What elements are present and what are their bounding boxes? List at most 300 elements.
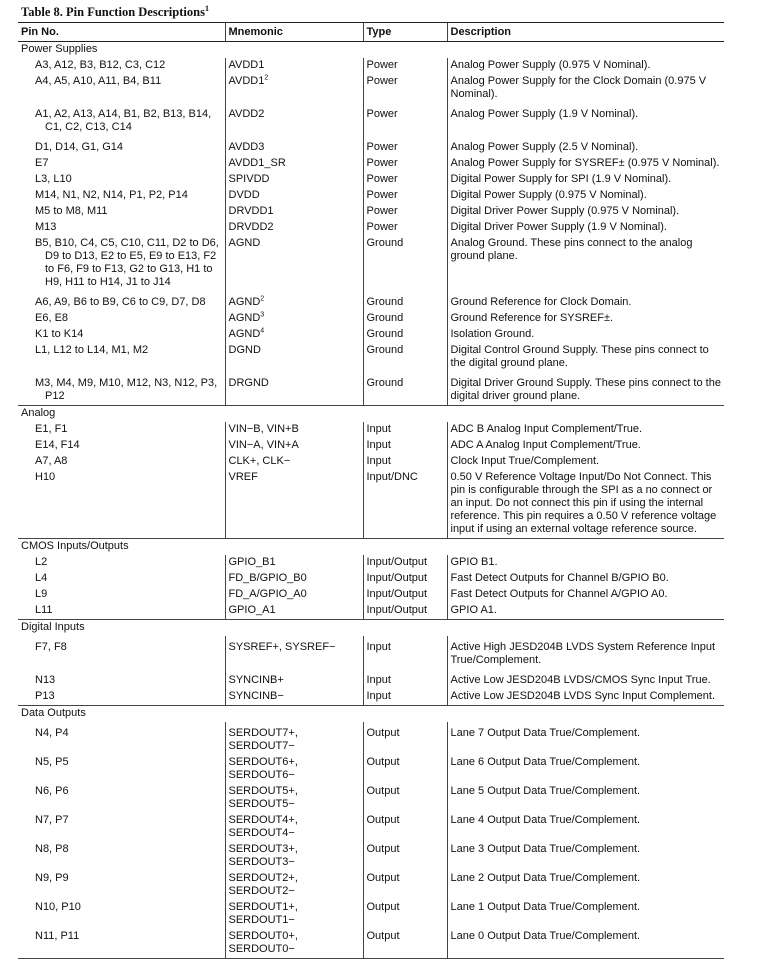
mnemonic-cell	[225, 291, 363, 311]
mnemonic-footnote-marker: 4	[260, 327, 265, 335]
pin-number-cell-text: N8, P8	[35, 843, 69, 855]
type-cell-text: Power	[366, 141, 398, 153]
description-cell-text: Digital Power Supply for SPI (1.9 V Nominal).	[450, 173, 672, 185]
type-cell	[363, 103, 447, 136]
mnemonic-cell	[225, 204, 363, 220]
description-cell-text: GPIO A1.	[450, 604, 497, 616]
mnemonic-cell	[225, 587, 363, 603]
description-cell-text: Lane 3 Output Data True/Complement.	[450, 843, 641, 855]
description-cell-text: Clock Input True/Complement.	[450, 455, 600, 467]
type-cell-text: Ground	[366, 377, 404, 389]
mnemonic-cell	[225, 372, 363, 406]
mnemonic-cell	[225, 470, 363, 539]
mnemonic-cell-text: SERDOUT5+, SERDOUT5−	[228, 785, 298, 810]
mnemonic-cell-text: FD_A/GPIO_A0	[228, 588, 307, 600]
description-cell	[447, 103, 724, 136]
mnemonic-cell-text: AGND	[228, 237, 261, 249]
table-row	[18, 555, 724, 571]
group-row-power	[18, 42, 724, 59]
table-row	[18, 422, 724, 438]
caption-footnote-marker: 1	[204, 3, 209, 13]
description-cell	[447, 722, 724, 755]
table-row	[18, 722, 724, 755]
pin-number-cell	[18, 103, 225, 136]
description-cell-text: Analog Power Supply (0.975 V Nominal).	[450, 59, 651, 71]
description-cell	[447, 172, 724, 188]
description-cell-text: Active Low JESD204B LVDS Sync Input Complement.	[450, 690, 716, 702]
mnemonic-cell	[225, 636, 363, 669]
mnemonic-cell	[225, 689, 363, 706]
table-row	[18, 343, 724, 372]
pin-number-cell-text: H10	[35, 471, 56, 483]
description-cell	[447, 236, 724, 291]
type-cell	[363, 871, 447, 900]
description-cell-text: ADC B Analog Input Complement/True.	[450, 423, 643, 435]
mnemonic-cell-text: DRVDD1	[228, 205, 274, 217]
mnemonic-cell	[225, 220, 363, 236]
mnemonic-cell-text: SERDOUT1+, SERDOUT1−	[228, 901, 298, 926]
description-cell	[447, 813, 724, 842]
mnemonic-cell-text: AVDD3	[228, 141, 265, 153]
type-cell-text: Input	[366, 423, 391, 435]
pin-number-cell-text: A6, A9, B6 to B9, C6 to C9, D7, D8	[35, 296, 206, 308]
description-cell	[447, 900, 724, 929]
group-label-analog: Analog	[21, 407, 56, 419]
table-row	[18, 470, 724, 539]
type-cell-text: Output	[366, 843, 400, 855]
pin-number-cell	[18, 669, 225, 689]
description-cell	[447, 470, 724, 539]
description-cell	[447, 587, 724, 603]
pin-number-cell	[18, 343, 225, 372]
pin-number-cell-text: N11, P11	[35, 930, 80, 942]
pin-number-cell	[18, 58, 225, 74]
pin-number-cell-text: E1, F1	[35, 423, 68, 435]
description-cell	[447, 74, 724, 103]
group-label-cmos: CMOS Inputs/Outputs	[21, 540, 129, 552]
type-cell-text: Ground	[366, 328, 404, 340]
description-cell	[447, 343, 724, 372]
pin-number-cell	[18, 900, 225, 929]
mnemonic-cell-text: SERDOUT3+, SERDOUT3−	[228, 843, 298, 868]
type-cell	[363, 188, 447, 204]
pin-number-cell-text: N9, P9	[35, 872, 69, 884]
type-cell	[363, 136, 447, 156]
description-cell-text: Fast Detect Outputs for Channel B/GPIO B0.	[450, 572, 669, 584]
mnemonic-cell-text: SPIVDD	[228, 173, 270, 185]
table-row	[18, 291, 724, 311]
group-row-data	[18, 706, 724, 723]
pin-number-cell	[18, 220, 225, 236]
mnemonic-cell-text: AVDD1_SR	[228, 157, 286, 169]
mnemonic-cell	[225, 343, 363, 372]
mnemonic-cell-text: SYNCINB+	[228, 674, 284, 686]
description-cell-text: ADC A Analog Input Complement/True.	[450, 439, 641, 451]
description-cell-text: Lane 7 Output Data True/Complement.	[450, 727, 641, 739]
mnemonic-cell	[225, 438, 363, 454]
pin-number-cell-text: P13	[35, 690, 55, 702]
pin-number-cell	[18, 438, 225, 454]
description-cell-text: Fast Detect Outputs for Channel A/GPIO A0.	[450, 588, 668, 600]
mnemonic-cell-text: DRVDD2	[228, 221, 274, 233]
description-cell	[447, 422, 724, 438]
table-row	[18, 438, 724, 454]
description-cell-text: Analog Power Supply for the Clock Domain (0.975 V Nominal).	[450, 75, 707, 100]
table-row	[18, 929, 724, 959]
table-row	[18, 900, 724, 929]
pin-number-cell-text: N10, P10	[35, 901, 81, 913]
description-cell-text: Ground Reference for SYSREF±.	[450, 312, 614, 324]
description-cell-text: Isolation Ground.	[450, 328, 535, 340]
description-cell-text: Analog Power Supply (1.9 V Nominal).	[450, 108, 639, 120]
type-cell-text: Ground	[366, 312, 404, 324]
pin-number-cell-text: L3, L10	[35, 173, 72, 185]
type-cell	[363, 929, 447, 959]
pin-number-cell-text: F7, F8	[35, 641, 67, 653]
mnemonic-cell	[225, 58, 363, 74]
description-cell	[447, 438, 724, 454]
table-row	[18, 871, 724, 900]
type-cell	[363, 172, 447, 188]
type-cell	[363, 813, 447, 842]
type-cell	[363, 58, 447, 74]
mnemonic-cell	[225, 755, 363, 784]
description-cell	[447, 327, 724, 343]
type-cell-text: Input	[366, 641, 391, 653]
table-caption	[21, 5, 209, 20]
pin-number-cell	[18, 172, 225, 188]
group-row-analog	[18, 406, 724, 423]
description-cell	[447, 188, 724, 204]
group-label-power: Power Supplies	[21, 43, 98, 55]
mnemonic-cell-text: SYNCINB−	[228, 690, 284, 702]
description-cell-text: Active Low JESD204B LVDS/CMOS Sync Input True.	[450, 674, 711, 686]
mnemonic-cell	[225, 900, 363, 929]
table-row	[18, 236, 724, 291]
type-cell-text: Input/DNC	[366, 471, 418, 483]
mnemonic-cell-text: SERDOUT6+, SERDOUT6−	[228, 756, 298, 781]
pin-number-cell	[18, 636, 225, 669]
type-cell-text: Input	[366, 674, 391, 686]
type-cell	[363, 454, 447, 470]
mnemonic-cell	[225, 156, 363, 172]
mnemonic-cell-text: VIN−B, VIN+B	[228, 423, 299, 435]
type-cell	[363, 555, 447, 571]
type-cell	[363, 755, 447, 784]
description-cell-text: Active High JESD204B LVDS System Reference Input True/Complement.	[450, 641, 716, 666]
pin-number-cell	[18, 454, 225, 470]
pin-number-cell-text: A3, A12, B3, B12, C3, C12	[35, 59, 166, 71]
type-cell	[363, 422, 447, 438]
description-cell	[447, 311, 724, 327]
table-row	[18, 327, 724, 343]
pin-number-cell	[18, 587, 225, 603]
description-cell	[447, 454, 724, 470]
mnemonic-cell	[225, 871, 363, 900]
mnemonic-cell	[225, 813, 363, 842]
type-cell-text: Output	[366, 901, 400, 913]
mnemonic-cell-text: AGND	[228, 296, 261, 308]
mnemonic-cell-text: SERDOUT4+, SERDOUT4−	[228, 814, 298, 839]
mnemonic-cell-text: DRGND	[228, 377, 269, 389]
type-cell	[363, 236, 447, 291]
type-cell	[363, 603, 447, 620]
mnemonic-cell	[225, 929, 363, 959]
header-pin-no: Pin No.	[18, 23, 225, 42]
pin-number-cell-text: N13	[35, 674, 56, 686]
description-cell-text: Analog Power Supply for SYSREF± (0.975 V Nominal).	[450, 157, 720, 169]
description-cell-text: Lane 6 Output Data True/Complement.	[450, 756, 641, 768]
table-row	[18, 842, 724, 871]
pin-number-cell-text: N5, P5	[35, 756, 69, 768]
description-cell	[447, 291, 724, 311]
pin-number-cell-text: M5 to M8, M11	[35, 205, 108, 217]
pin-number-cell	[18, 571, 225, 587]
pin-number-cell-text: M13	[35, 221, 57, 233]
type-cell-text: Output	[366, 756, 400, 768]
pin-number-cell-text: E7	[35, 157, 49, 169]
pin-number-cell	[18, 136, 225, 156]
pin-number-cell-text: N4, P4	[35, 727, 69, 739]
pin-number-cell-text: L9	[35, 588, 48, 600]
description-cell	[447, 689, 724, 706]
mnemonic-cell-text: VIN−A, VIN+A	[228, 439, 299, 451]
group-label-data: Data Outputs	[21, 707, 86, 719]
mnemonic-cell	[225, 172, 363, 188]
pin-number-cell	[18, 236, 225, 291]
mnemonic-cell-text: AVDD1	[228, 75, 265, 87]
pin-number-cell	[18, 188, 225, 204]
mnemonic-cell	[225, 236, 363, 291]
type-cell-text: Input/Output	[366, 604, 428, 616]
description-cell	[447, 636, 724, 669]
pin-number-cell	[18, 813, 225, 842]
mnemonic-footnote-marker: 2	[260, 295, 265, 303]
group-row-cmos	[18, 539, 724, 556]
mnemonic-cell-text: CLK+, CLK−	[228, 455, 291, 467]
table-row	[18, 204, 724, 220]
pin-number-cell-text: E6, E8	[35, 312, 69, 324]
type-cell	[363, 291, 447, 311]
pin-number-cell	[18, 311, 225, 327]
description-cell-text: Ground Reference for Clock Domain.	[450, 296, 632, 308]
mnemonic-cell	[225, 311, 363, 327]
type-cell-text: Input/Output	[366, 572, 428, 584]
type-cell	[363, 343, 447, 372]
description-cell-text: Lane 0 Output Data True/Complement.	[450, 930, 641, 942]
description-cell-text: Digital Driver Power Supply (0.975 V Nominal).	[450, 205, 680, 217]
type-cell	[363, 156, 447, 172]
type-cell	[363, 220, 447, 236]
mnemonic-cell	[225, 571, 363, 587]
mnemonic-cell	[225, 327, 363, 343]
pin-number-cell	[18, 722, 225, 755]
pin-number-cell-text: A4, A5, A10, A11, B4, B11	[35, 75, 162, 87]
type-cell	[363, 311, 447, 327]
type-cell-text: Power	[366, 59, 398, 71]
type-cell-text: Ground	[366, 344, 404, 356]
type-cell	[363, 470, 447, 539]
pin-number-cell-text: K1 to K14	[35, 328, 84, 340]
pin-number-cell-text: A1, A2, A13, A14, B1, B2, B13, B14, C1, C2, C13, C14	[35, 108, 212, 133]
mnemonic-cell-text: VREF	[228, 471, 258, 483]
type-cell-text: Power	[366, 108, 398, 120]
table-row	[18, 188, 724, 204]
description-cell	[447, 204, 724, 220]
mnemonic-cell	[225, 422, 363, 438]
mnemonic-cell	[225, 722, 363, 755]
table-row	[18, 755, 724, 784]
pin-number-cell-text: L11	[35, 604, 53, 616]
type-cell-text: Input	[366, 690, 391, 702]
mnemonic-cell	[225, 188, 363, 204]
type-cell-text: Output	[366, 785, 400, 797]
table-row	[18, 636, 724, 669]
type-cell-text: Power	[366, 221, 398, 233]
mnemonic-cell	[225, 103, 363, 136]
mnemonic-cell-text: DVDD	[228, 189, 260, 201]
mnemonic-cell	[225, 136, 363, 156]
pin-number-cell	[18, 555, 225, 571]
type-cell-text: Ground	[366, 237, 404, 249]
mnemonic-cell	[225, 669, 363, 689]
type-cell	[363, 74, 447, 103]
pin-number-cell	[18, 842, 225, 871]
pin-number-cell	[18, 327, 225, 343]
type-cell-text: Input	[366, 439, 391, 451]
mnemonic-cell	[225, 555, 363, 571]
pin-number-cell	[18, 929, 225, 959]
description-cell	[447, 784, 724, 813]
pin-number-cell-text: E14, F14	[35, 439, 80, 451]
description-cell	[447, 871, 724, 900]
pin-number-cell-text: N6, P6	[35, 785, 69, 797]
type-cell	[363, 571, 447, 587]
pin-number-cell	[18, 156, 225, 172]
type-cell-text: Output	[366, 814, 400, 826]
type-cell-text: Input/Output	[366, 588, 428, 600]
type-cell-text: Output	[366, 930, 400, 942]
table-row	[18, 156, 724, 172]
type-cell	[363, 842, 447, 871]
type-cell	[363, 438, 447, 454]
description-cell	[447, 669, 724, 689]
mnemonic-cell	[225, 603, 363, 620]
type-cell	[363, 204, 447, 220]
description-cell	[447, 220, 724, 236]
table-row	[18, 587, 724, 603]
mnemonic-cell-text: GPIO_B1	[228, 556, 276, 568]
pin-number-cell-text: M14, N1, N2, N14, P1, P2, P14	[35, 189, 188, 201]
type-cell	[363, 900, 447, 929]
description-cell	[447, 929, 724, 959]
table-row	[18, 669, 724, 689]
type-cell-text: Input	[366, 455, 391, 467]
caption-text: Table 8. Pin Function Descriptions	[21, 5, 205, 19]
pin-function-table	[18, 22, 724, 959]
pin-number-cell	[18, 422, 225, 438]
table-row	[18, 220, 724, 236]
description-cell-text: GPIO B1.	[450, 556, 498, 568]
type-cell	[363, 669, 447, 689]
table-row	[18, 603, 724, 620]
pin-number-cell	[18, 689, 225, 706]
type-cell-text: Power	[366, 205, 398, 217]
mnemonic-cell-text: SYSREF+, SYSREF−	[228, 641, 336, 653]
table-row	[18, 172, 724, 188]
description-cell-text: Digital Driver Power Supply (1.9 V Nominal).	[450, 221, 667, 233]
type-cell	[363, 372, 447, 406]
pin-number-cell-text: L4	[35, 572, 48, 584]
type-cell-text: Power	[366, 75, 398, 87]
pin-number-cell	[18, 784, 225, 813]
type-cell	[363, 689, 447, 706]
pin-number-cell-text: L2	[35, 556, 48, 568]
type-cell-text: Output	[366, 872, 400, 884]
description-cell-text: 0.50 V Reference Voltage Input/Do Not Connect. This pin is configurable through the SPI as a no connect or an input. Do not connect this pin if using the internal reference. This pin requires a 0.50 V reference voltage input if using an external voltage reference source.	[450, 471, 717, 535]
description-cell-text: Lane 1 Output Data True/Complement.	[450, 901, 641, 913]
description-cell	[447, 842, 724, 871]
description-cell	[447, 58, 724, 74]
table-row	[18, 136, 724, 156]
description-cell	[447, 372, 724, 406]
pin-number-cell-text: A7, A8	[35, 455, 68, 467]
header-description: Description	[447, 23, 724, 42]
description-cell-text: Digital Driver Ground Supply. These pins connect to the digital driver ground plane.	[450, 377, 721, 402]
pin-number-cell	[18, 74, 225, 103]
mnemonic-cell-text: DGND	[228, 344, 261, 356]
pin-number-cell	[18, 470, 225, 539]
mnemonic-cell-text: AVDD1	[228, 59, 265, 71]
header-mnemonic: Mnemonic	[225, 23, 363, 42]
group-label-digital: Digital Inputs	[21, 621, 85, 633]
pin-number-cell	[18, 372, 225, 406]
mnemonic-cell-text: AGND	[228, 328, 261, 340]
table-row	[18, 784, 724, 813]
type-cell	[363, 587, 447, 603]
mnemonic-cell	[225, 784, 363, 813]
type-cell	[363, 636, 447, 669]
mnemonic-cell-text: FD_B/GPIO_B0	[228, 572, 307, 584]
type-cell	[363, 722, 447, 755]
type-cell-text: Input/Output	[366, 556, 428, 568]
pin-number-cell	[18, 871, 225, 900]
table-row	[18, 454, 724, 470]
mnemonic-cell-text: AVDD2	[228, 108, 265, 120]
mnemonic-cell	[225, 74, 363, 103]
pin-number-cell-text: M3, M4, M9, M10, M12, N3, N12, P3, P12	[35, 377, 218, 402]
description-cell	[447, 136, 724, 156]
pin-number-cell	[18, 291, 225, 311]
description-cell-text: Analog Power Supply (2.5 V Nominal).	[450, 141, 639, 153]
group-row-digital	[18, 620, 724, 637]
pin-number-cell	[18, 603, 225, 620]
description-cell-text: Digital Control Ground Supply. These pins connect to the digital ground plane.	[450, 344, 709, 369]
pin-number-cell-text: D1, D14, G1, G14	[35, 141, 124, 153]
pin-number-cell-text: L1, L12 to L14, M1, M2	[35, 344, 149, 356]
description-cell	[447, 555, 724, 571]
description-cell	[447, 755, 724, 784]
table-row	[18, 571, 724, 587]
mnemonic-cell-text: GPIO_A1	[228, 604, 276, 616]
pin-number-cell-text: B5, B10, C4, C5, C10, C11, D2 to D6, D9 to D13, E2 to E5, E9 to E13, F2 to F6, F9 to F13, G2 to G13, H1 to H9, H11 to H14, J1 to J14	[35, 237, 219, 288]
type-cell-text: Power	[366, 157, 398, 169]
description-cell	[447, 571, 724, 587]
description-cell	[447, 603, 724, 620]
type-cell-text: Power	[366, 173, 398, 185]
pin-number-cell	[18, 204, 225, 220]
type-cell	[363, 327, 447, 343]
